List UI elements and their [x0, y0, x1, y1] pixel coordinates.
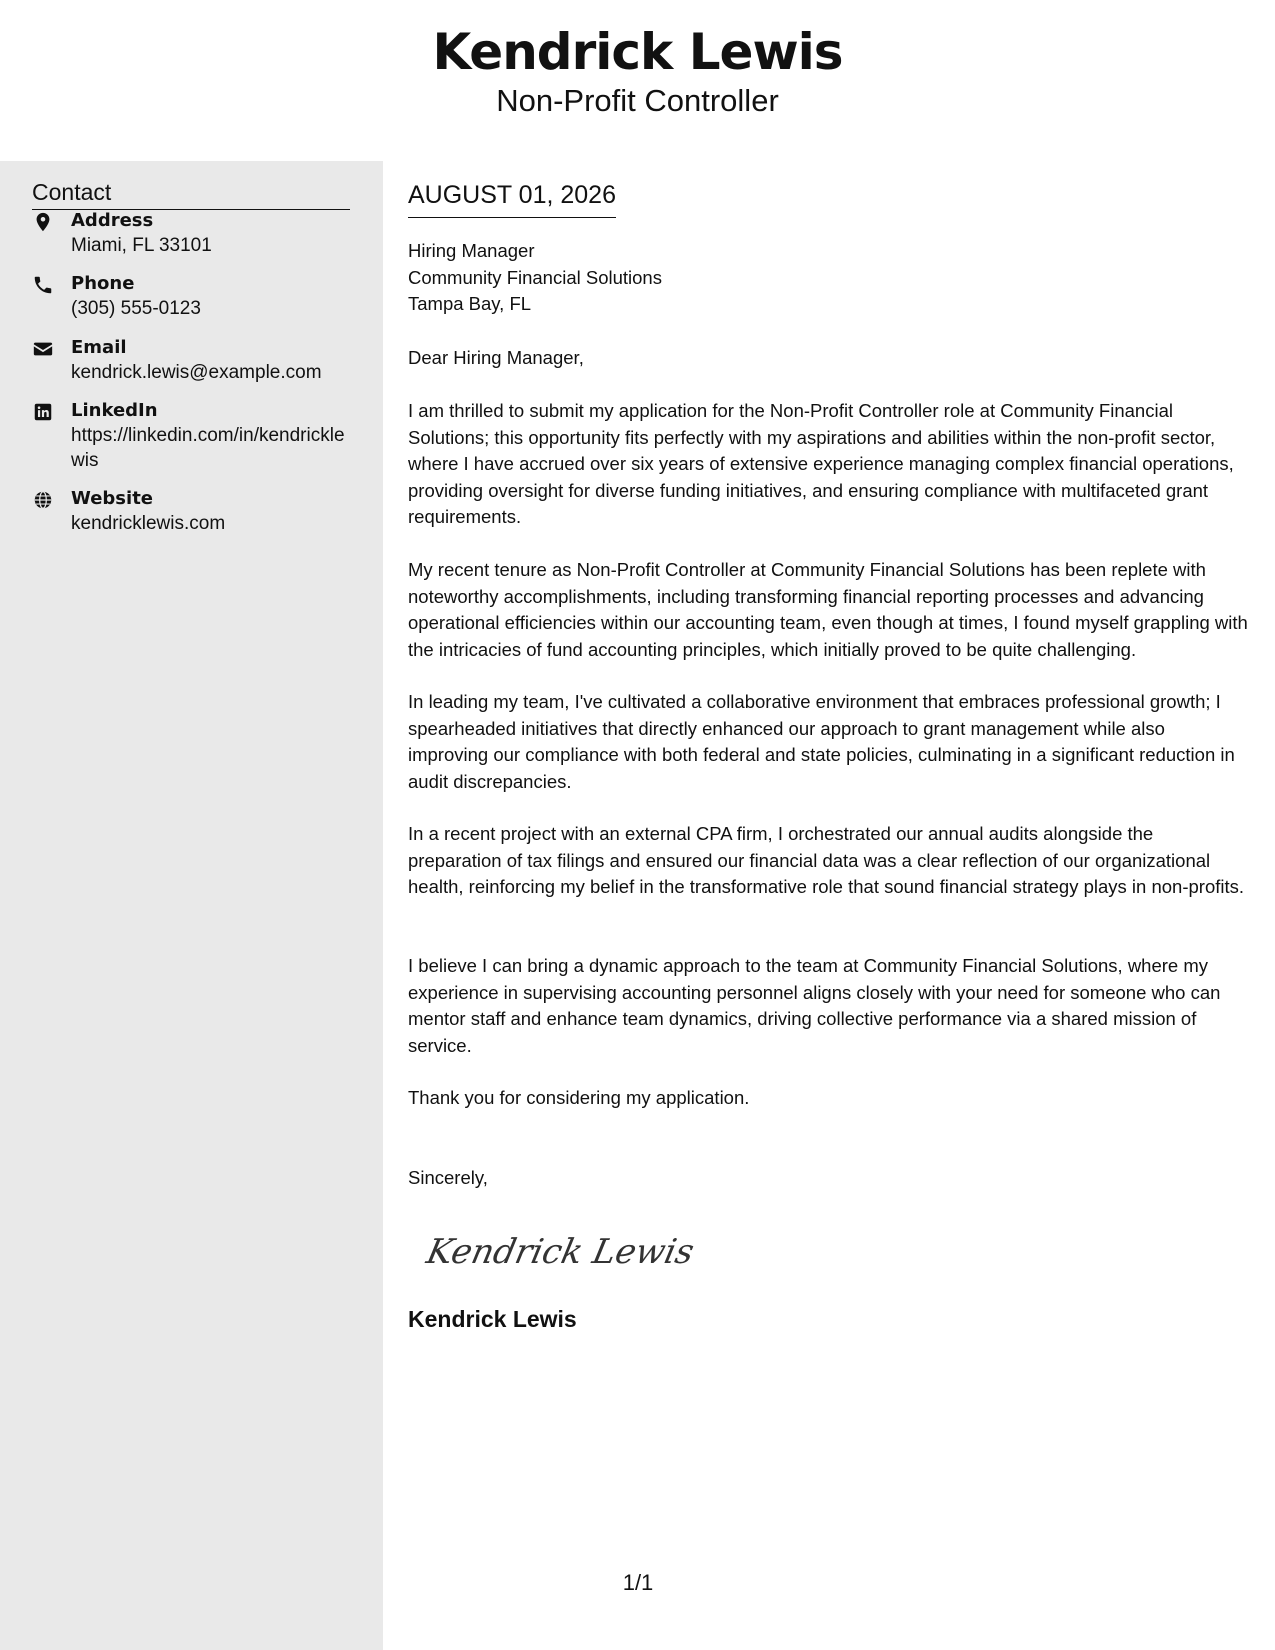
envelope-icon [32, 338, 54, 360]
email-value: kendrick.lewis@example.com [71, 362, 322, 383]
map-pin-icon [32, 211, 54, 233]
contact-sidebar [0, 161, 383, 1650]
greeting: Dear Hiring Manager, [408, 347, 584, 368]
email-label: Email [71, 337, 127, 358]
globe-icon [32, 489, 54, 511]
linkedin-icon [32, 401, 54, 423]
recipient-company: Community Financial Solutions [408, 266, 662, 288]
phone-label: Phone [71, 273, 135, 294]
linkedin-value: https://linkedin.com/in/kendricklewis [71, 425, 345, 471]
address-value: Miami, FL 33101 [71, 235, 212, 256]
svg-text:Kendrick Lewis: Kendrick Lewis [423, 1232, 698, 1272]
recipient-location: Tampa Bay, FL [408, 293, 532, 314]
paragraph-5: I believe I can bring a dynamic approach to the team at Community Financial Solutions, where my experience in supervising accounting personnel aligns closely with your need for someone who can mentor staff and enhance team dynamics, driving collective performance via a shared mission of service. [408, 955, 1221, 1056]
paragraph-3: In leading my team, I've cultivated a collaborative environment that embraces professional growth; I spearheaded initiatives that directly enhanced our approach to grant management while also improving our compliance with both federal and state policies, culminating in a significant reduction in audit discrepancies. [408, 691, 1235, 792]
contact-heading: Contact [32, 177, 350, 210]
paragraph-1: I am thrilled to submit my application for the Non-Profit Controller role at Community Financial Solutions; this opportunity fits perfectly with my aspirations and abilities within the non-profit sector, where I have accrued over six years of extensive experience managing complex financial operations, providing oversight for diverse funding initiatives, and ensuring compliance with multifaceted grant requirements. [408, 400, 1234, 527]
letter-header [0, 0, 1275, 160]
recipient-title: Hiring Manager [408, 240, 535, 261]
phone-value: (305) 555-0123 [71, 298, 201, 319]
letter-date: AUGUST 01, 2026 [408, 179, 616, 218]
phone-icon [32, 274, 54, 296]
website-value: kendricklewis.com [71, 513, 226, 534]
closing: Sincerely, [408, 1167, 488, 1188]
address-label: Address [71, 210, 154, 231]
signer-name: Kendrick Lewis [408, 1306, 577, 1332]
applicant-role: Non-Profit Controller [496, 83, 779, 118]
page-number: 1/1 [622, 1570, 654, 1595]
paragraph-4: In a recent project with an external CPA firm, I orchestrated our annual audits alongside the preparation of tax filings and ensured our financial data was a clear reflection of our organizational health, reinforcing my belief in the transformative role that sound financial strategy plays in non-profits. [408, 823, 1245, 897]
linkedin-label: LinkedIn [71, 400, 158, 421]
applicant-name: Kendrick Lewis [432, 23, 843, 81]
recipient-block [408, 238, 662, 318]
paragraph-2: My recent tenure as Non-Profit Controller at Community Financial Solutions has been replete with noteworthy accomplishments, including transforming financial reporting processes and advancing operational efficiencies within our accounting team, even though at times, I found myself grappling with the intricacies of fund accounting principles, which initially proved to be quite challenging. [408, 559, 1248, 660]
website-label: Website [71, 488, 154, 509]
paragraph-6: Thank you for considering my application. [408, 1087, 750, 1108]
handwritten-signature [422, 1221, 698, 1281]
